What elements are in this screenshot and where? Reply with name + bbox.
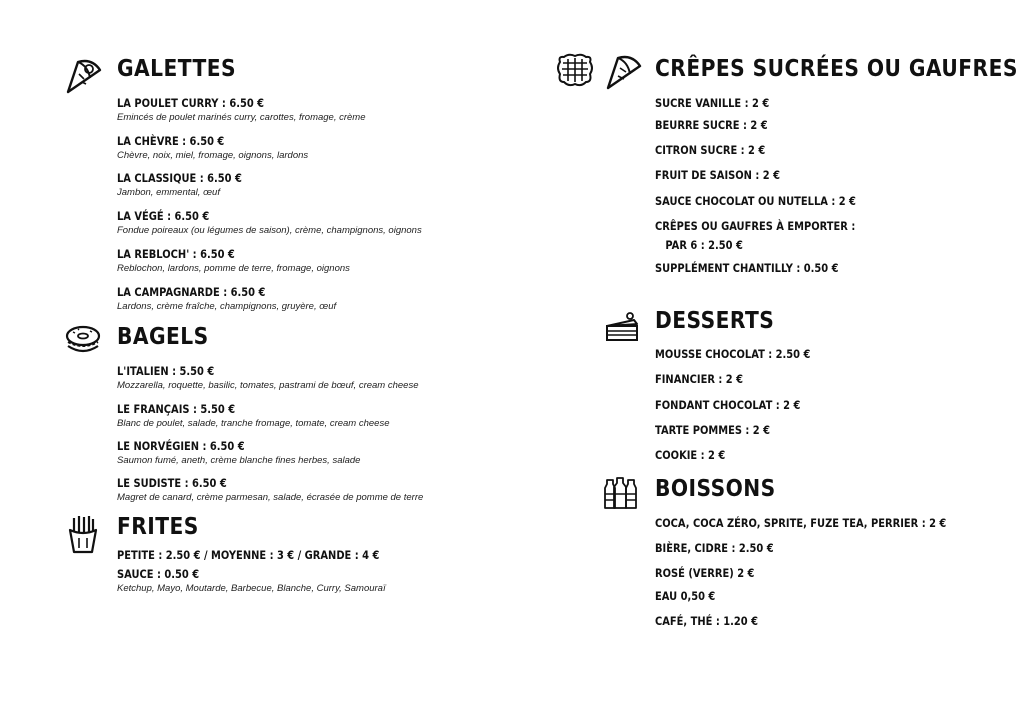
galette-desc: Fondue poireaux (ou légumes de saison), crème, champignons, oignons bbox=[117, 225, 422, 236]
galette-desc: Reblochon, lardons, pomme de terre, fromage, oignons bbox=[117, 263, 350, 274]
galette-name: LA POULET CURRY : 6.50 € bbox=[117, 96, 265, 110]
galette-desc: Jambon, emmental, œuf bbox=[117, 187, 220, 198]
galette-desc: Lardons, crème fraîche, champignons, gruyère, œuf bbox=[117, 301, 337, 312]
boissons-title: BOISSONS bbox=[655, 476, 776, 502]
dessert-item bbox=[655, 372, 757, 386]
drink-item bbox=[655, 589, 725, 603]
drink-name: BIÈRE, CIDRE : 2.50 € bbox=[655, 541, 774, 555]
waffle-icon bbox=[554, 52, 596, 90]
galettes-title: GALETTES bbox=[117, 56, 237, 82]
galette-name: LA CHÈVRE : 6.50 € bbox=[117, 134, 225, 148]
drink-name: COCA, COCA ZÉRO, SPRITE, FUZE TEA, PERRIER : 2 € bbox=[655, 516, 947, 530]
galette-name: LA CAMPAGNARDE : 6.50 € bbox=[117, 285, 266, 299]
galette-desc: Chèvre, noix, miel, fromage, oignons, lardons bbox=[117, 150, 309, 161]
drink-item bbox=[655, 541, 793, 555]
crepe-item bbox=[655, 143, 783, 157]
galette-desc: Emincés de poulet marinés curry, carottes, fromage, crème bbox=[117, 112, 366, 123]
frites-sauce: SAUCE : 0.50 € bbox=[117, 567, 200, 581]
galette-name: LA VÉGÉ : 6.50 € bbox=[117, 209, 210, 223]
crepe-name: SUCRE VANILLE : 2 € bbox=[655, 96, 770, 110]
frites-title: FRITES bbox=[117, 514, 199, 540]
bagel-name: LE NORVÉGIEN : 6.50 € bbox=[117, 439, 245, 453]
crepe-item bbox=[655, 261, 868, 275]
crepe-name: CITRON SUCRE : 2 € bbox=[655, 143, 766, 157]
crepe-item bbox=[655, 118, 786, 132]
desserts-title: DESSERTS bbox=[655, 308, 775, 334]
drink-name: CAFÉ, THÉ : 1.20 € bbox=[655, 614, 758, 628]
dessert-name: TARTE POMMES : 2 € bbox=[655, 423, 771, 437]
drink-item bbox=[655, 566, 771, 580]
crepe-item bbox=[655, 168, 800, 182]
drink-item bbox=[655, 614, 775, 628]
crepe-icon bbox=[604, 52, 644, 92]
bagel-name: LE FRANÇAIS : 5.50 € bbox=[117, 402, 236, 416]
galette-item bbox=[117, 96, 366, 123]
dessert-name: MOUSSE CHOCOLAT : 2.50 € bbox=[655, 347, 811, 361]
bagel-desc: Mozzarella, roquette, basilic, tomates, pastrami de bœuf, cream cheese bbox=[117, 380, 419, 391]
crepe-name: SAUCE CHOCOLAT OU NUTELLA : 2 € bbox=[655, 194, 856, 208]
bagel-name: L'ITALIEN : 5.50 € bbox=[117, 364, 215, 378]
bagel-item bbox=[117, 364, 419, 391]
dessert-item bbox=[655, 398, 824, 412]
bagel-item bbox=[117, 402, 390, 429]
bagel-desc: Magret de canard, crème parmesan, salade, écrasée de pomme de terre bbox=[117, 492, 424, 503]
crepe-name: BEURRE SUCRE : 2 € bbox=[655, 118, 768, 132]
crepe-item bbox=[655, 238, 757, 252]
crepe-name: FRUIT DE SAISON : 2 € bbox=[655, 168, 780, 182]
galette-item bbox=[117, 171, 262, 198]
crepe-item bbox=[655, 194, 889, 208]
bagel-desc: Saumon fumé, aneth, crème blanche fines herbes, salade bbox=[117, 455, 361, 466]
drink-name: EAU 0,50 € bbox=[655, 589, 716, 603]
dessert-name: FINANCIER : 2 € bbox=[655, 372, 744, 386]
crepe-name: CRÊPES OU GAUFRES À EMPORTER : bbox=[655, 219, 856, 233]
dessert-name: FONDANT CHOCOLAT : 2 € bbox=[655, 398, 801, 412]
galette-item bbox=[117, 285, 336, 312]
dessert-name: COOKIE : 2 € bbox=[655, 448, 726, 462]
frites-sauce-desc: Ketchup, Mayo, Moutarde, Barbecue, Blanche, Curry, Samouraï bbox=[117, 583, 386, 594]
bagel-desc: Blanc de poulet, salade, tranche fromage, tomate, cream cheese bbox=[117, 418, 390, 429]
frites-sizes: PETITE : 2.50 € / MOYENNE : 3 € / GRANDE : 4 € bbox=[117, 548, 380, 562]
crepes-title: CRÊPES SUCRÉES OU GAUFRES bbox=[655, 56, 1018, 82]
crepe-icon bbox=[64, 56, 104, 96]
bagel-item bbox=[117, 439, 360, 466]
fries-icon bbox=[66, 514, 100, 554]
crepe-item bbox=[655, 219, 888, 233]
frites-sauce-item bbox=[117, 567, 386, 594]
dessert-item bbox=[655, 423, 789, 437]
galette-item bbox=[117, 247, 350, 274]
galette-name: LA CLASSIQUE : 6.50 € bbox=[117, 171, 242, 185]
dessert-item bbox=[655, 448, 737, 462]
drinks-icon bbox=[602, 472, 642, 512]
drink-item bbox=[655, 516, 994, 530]
bagel-item bbox=[117, 476, 423, 503]
frites-sizes-item bbox=[117, 548, 422, 562]
crepe-item bbox=[655, 96, 788, 110]
dessert-item bbox=[655, 347, 836, 361]
crepe-name: PAR 6 : 2.50 € bbox=[665, 238, 743, 252]
galette-item bbox=[117, 134, 308, 161]
bagels-title: BAGELS bbox=[117, 324, 209, 350]
bagel-icon bbox=[64, 324, 102, 358]
bagel-name: LE SUDISTE : 6.50 € bbox=[117, 476, 227, 490]
galette-item bbox=[117, 209, 422, 236]
drink-name: ROSÉ (VERRE) 2 € bbox=[655, 566, 755, 580]
crepe-name: SUPPLÉMENT CHANTILLY : 0.50 € bbox=[655, 261, 839, 275]
cake-icon bbox=[604, 310, 640, 344]
galette-name: LA REBLOCH' : 6.50 € bbox=[117, 247, 235, 261]
